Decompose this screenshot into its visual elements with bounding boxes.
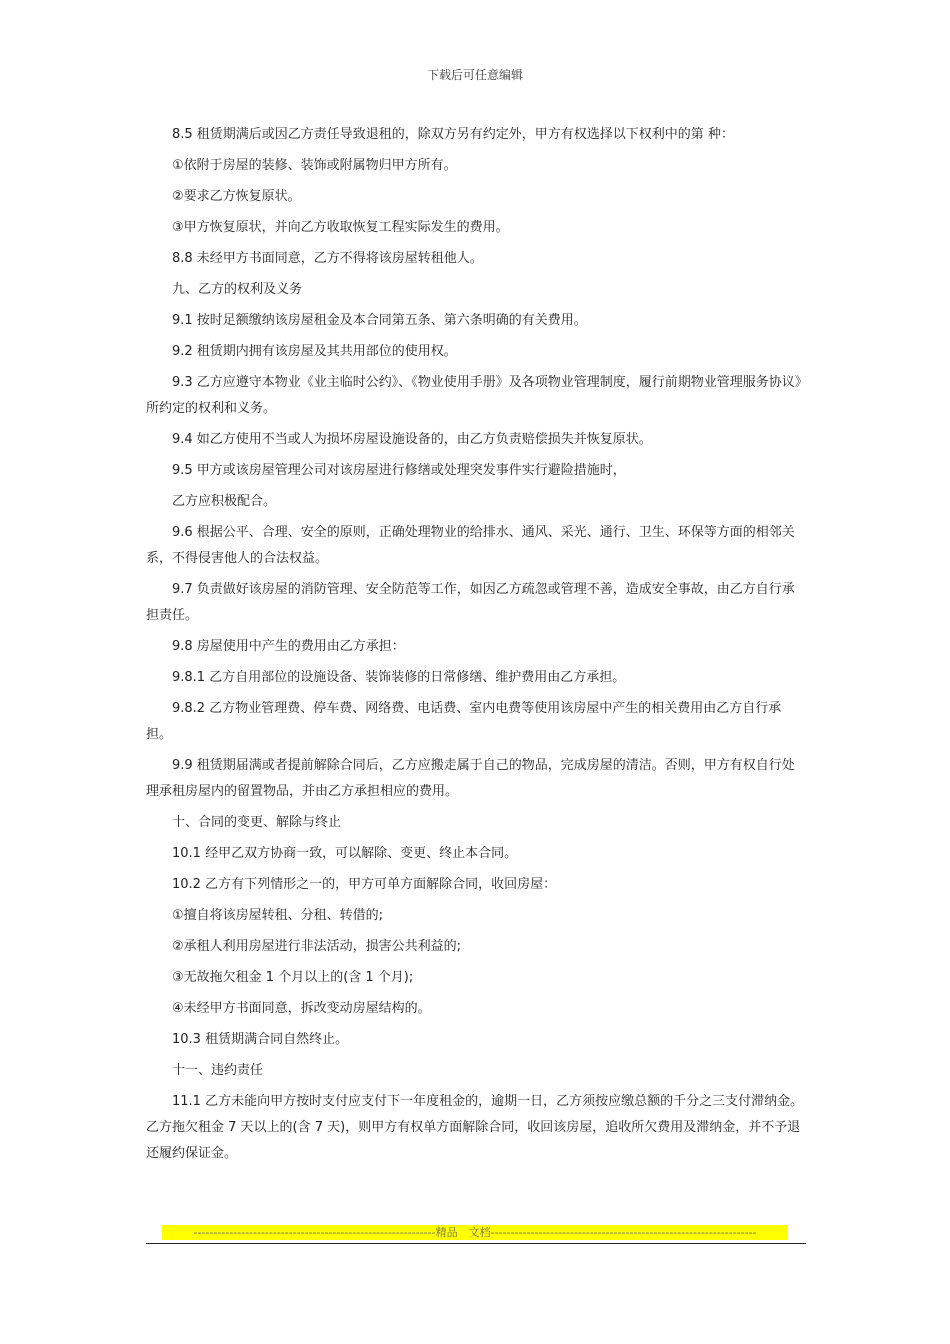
section-heading: 十、合同的变更、解除与终止 (172, 815, 342, 830)
paragraph: 9.8.2 乙方物业管理费、停车费、网络费、电话费、室内电费等使用该房屋中产生的相关费用由乙方自行承担。 (146, 701, 782, 742)
paragraph: ①擅自将该房屋转租、分租、转借的; (172, 908, 384, 923)
page-header: 下载后可任意编辑 (426, 68, 523, 82)
paragraph: 9.8.1 乙方自用部位的设施设备、装饰装修的日常修缮、维护费用由乙方承担。 (172, 670, 626, 685)
paragraph: 9.1 按时足额缴纳该房屋租金及本合同第五条、第六条明确的有关费用。 (172, 313, 587, 328)
section-heading: 九、乙方的权利及义务 (172, 282, 303, 297)
paragraph: 9.9 租赁期届满或者提前解除合同后，乙方应搬走属于自己的物品，完成房屋的清洁。否则，甲方有权自行处理承租房屋内的留置物品，并由乙方承担相应的费用。 (146, 758, 795, 799)
section-heading: 十一、违约责任 (172, 1063, 264, 1078)
paragraph: 9.2 租赁期内拥有该房屋及其共用部位的使用权。 (172, 344, 457, 359)
paragraph: 10.3 租赁期满合同自然终止。 (172, 1032, 349, 1047)
paragraph: ②承租人利用房屋进行非法活动，损害公共利益的; (172, 939, 462, 954)
paragraph: 10.1 经甲乙双方协商一致，可以解除、变更、终止本合同。 (172, 846, 518, 861)
paragraph: ①依附于房屋的装修、装饰或附属物归甲方所有。 (172, 158, 457, 173)
paragraph: 8.8 未经甲方书面同意，乙方不得将该房屋转租他人。 (172, 251, 483, 266)
footer-divider (146, 1243, 806, 1244)
footer-banner: -------------------------------------------------------------精品 文档------------------------------------------------------------------- (162, 1225, 788, 1240)
paragraph: 8.5 租赁期满后或因乙方责任导致退租的，除双方另有约定外，甲方有权选择以下权利中的第 种： (172, 127, 734, 142)
document-body (146, 122, 804, 1172)
paragraph: 11.1 乙方未能向甲方按时支付应支付下一年度租金的，逾期一日，乙方须按应缴总额的千分之三支付滞纳金。乙方拖欠租金 7 天以上的(含 7 天)，则甲方有权单方面解除合同，收回该房屋，追收所欠费用及滞纳金，并不予退还履约保证金。 (146, 1094, 804, 1161)
paragraph: 9.4 如乙方使用不当或人为损坏房屋设施设备的，由乙方负责赔偿损失并恢复原状。 (172, 432, 652, 447)
paragraph: 9.5 甲方或该房屋管理公司对该房屋进行修缮或处理突发事件实行避险措施时， (172, 463, 626, 478)
paragraph: ③甲方恢复原状，并向乙方收取恢复工程实际发生的费用。 (172, 220, 509, 235)
paragraph: ③无故拖欠租金 1 个月以上的(含 1 个月); (172, 970, 414, 985)
paragraph: 10.2 乙方有下列情形之一的，甲方可单方面解除合同，收回房屋： (172, 877, 557, 892)
paragraph: 9.3 乙方应遵守本物业《业主临时公约》、《物业使用手册》及各项物业管理制度，履行前期物业管理服务协议》所约定的权利和义务。 (146, 375, 802, 416)
paragraph: 9.7 负责做好该房屋的消防管理、安全防范等工作，如因乙方疏忽或管理不善，造成安全事故，由乙方自行承担责任。 (146, 582, 795, 623)
paragraph: 9.6 根据公平、合理、安全的原则，正确处理物业的给排水、通风、采光、通行、卫生、环保等方面的相邻关系，不得侵害他人的合法权益。 (146, 525, 795, 566)
paragraph: 9.8 房屋使用中产生的费用由乙方承担： (172, 639, 405, 654)
paragraph: 乙方应积极配合。 (172, 494, 277, 509)
paragraph: ②要求乙方恢复原状。 (172, 189, 301, 204)
paragraph: ④未经甲方书面同意，拆改变动房屋结构的。 (172, 1001, 431, 1016)
